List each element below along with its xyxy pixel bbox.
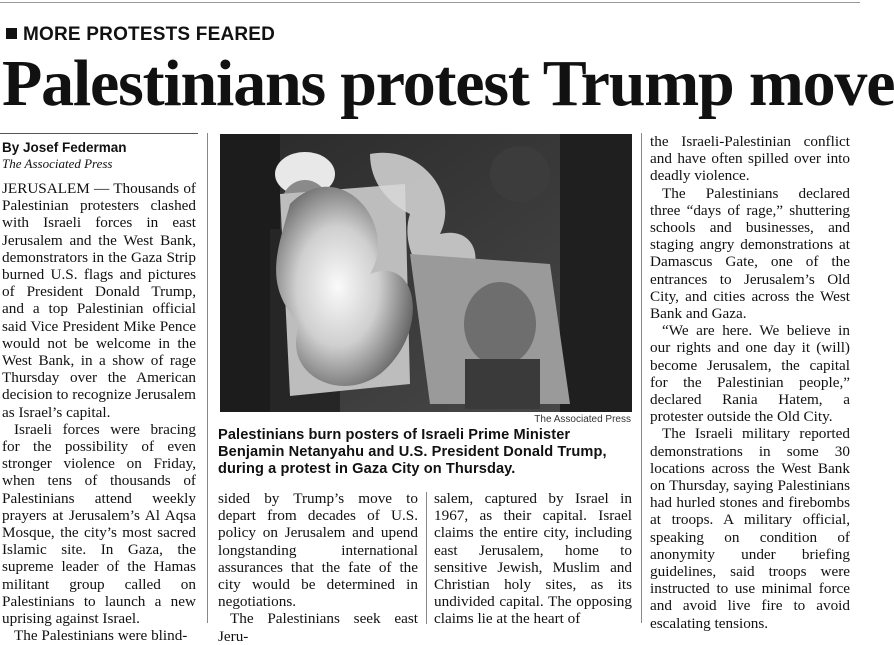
byline: By Josef Federman xyxy=(2,140,127,155)
kicker xyxy=(6,24,275,46)
photo-caption: Palestinians burn posters of Israeli Prime Minister Benjamin Netanyahu and U.S. President Donald Trump, during a protest in Gaza City on Thursday. xyxy=(218,427,607,477)
article-paragraph: the Israeli-Palestinian conflict and have often spilled over into deadly violence. xyxy=(650,133,850,185)
article-paragraph: “We are here. We believe in our rights and one day it (will) become Jerusalem, the capital for the Palestinian people,” declared Rania Hatem, a protester outside the Old City. xyxy=(650,322,850,426)
headline: Palestinians protest Trump move xyxy=(2,47,894,120)
article-paragraph: Israeli forces were bracing for the possibility of even stronger violence on Friday, when tens of thousands of Palestinians attend weekly prayers at Jerusalem’s Al Aqsa Mosque, the city’s most sacred Islamic site. In Gaza, the supreme leader of the Hamas militant group called on Palestinians to launch a new uprising against Israel. xyxy=(2,420,196,628)
article-column-2b xyxy=(434,490,632,628)
square-bullet-icon xyxy=(6,28,17,39)
article-paragraph: The Palestinians were blind- xyxy=(14,627,188,645)
article-column-2a xyxy=(218,490,418,645)
article-paragraph: The Palestinians declared three “days of rage,” shuttering schools and businesses, and staging angry demonstrations at Damascus Gate, one of the entrances to Jerusalem’s Old City, and cities across the West Bank and Gaza. xyxy=(650,184,850,323)
article-column-1 xyxy=(2,180,196,644)
article-paragraph: salem, captured by Israel in 1967, as their capital. Israel claims the entire city, including east Jerusalem, home to sensitive Jewish, Muslim and Christian holy sites, as its undivided capital. The opposing claims lie at the heart of xyxy=(434,490,632,628)
article-paragraph: The Palestinians seek east Jeru- xyxy=(218,610,418,645)
article-paragraph: The Israeli military reported demonstrations in some 30 locations across the West Bank on Thursday, saying Palestinians had hurled stones and firebombs at troops. A military official, speaking on condition of anonymity under briefing guidelines, said troops were instructed to use minimal force and avoid live fire to avoid escalating tensions. xyxy=(650,425,850,632)
byline-agency: The Associated Press xyxy=(2,156,113,171)
article-column-3 xyxy=(650,133,850,632)
protest-photo-illustration xyxy=(220,134,632,412)
column-rule xyxy=(426,492,427,624)
column-rule xyxy=(207,133,208,623)
news-photo xyxy=(220,134,632,412)
photo-credit: The Associated Press xyxy=(534,414,631,425)
byline-rule xyxy=(0,133,198,134)
article-paragraph: JERUSALEM — Thousands of Palestinian protesters clashed with Israeli forces in east Jerusalem and the West Bank, demonstrators in the Gaza Strip burned U.S. flags and pictures of President Donald Trump, and a top Palestinian official said Vice President Mike Pence would not be welcome in the West Bank, in a show of rage Thursday over the American decision to recognize Jerusalem as Israel’s capital. xyxy=(2,180,196,421)
kicker-text: MORE PROTESTS FEARED xyxy=(23,24,276,45)
top-rule xyxy=(0,2,860,3)
column-rule xyxy=(641,133,642,623)
article-paragraph: sided by Trump’s move to depart from decades of U.S. policy on Jerusalem and upend longstanding international assurances that the fate of the city would be determined in negotiations. xyxy=(218,490,418,611)
